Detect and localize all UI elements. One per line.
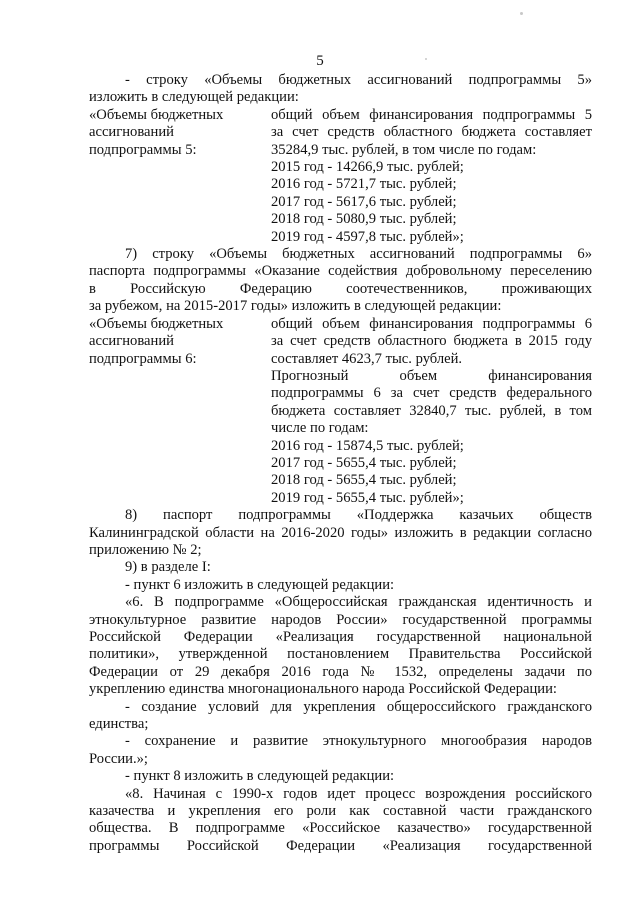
value-line: 35284,9 тыс. рублей, в том числе по годам:	[271, 141, 537, 158]
value-line: подпрограммы 6 за счет средств федерального	[271, 385, 592, 402]
paragraph-line: политики», утвержденной постановлением Правительства Российской	[89, 646, 592, 663]
budget-block-value	[271, 107, 592, 246]
paragraph-line: паспорта подпрограммы «Оказание содействия добровольному переселению	[89, 263, 592, 280]
year-line: 2017 год - 5617,6 тыс. рублей;	[271, 193, 457, 210]
paragraph-line: в Российскую Федерацию соотечественников, проживающих	[89, 280, 592, 297]
year-line: 2019 год - 5655,4 тыс. рублей»;	[271, 489, 464, 506]
label-line: ассигнований	[89, 333, 174, 350]
budget-block-5	[89, 107, 592, 246]
paragraph-line: за рубежом, на 2015-2017 годы» изложить в следующей редакции:	[89, 298, 502, 315]
year-line: 2019 год - 4597,8 тыс. рублей»;	[271, 228, 464, 245]
value-line: бюджета составляет 32840,7 тыс. рублей, в том	[271, 402, 592, 419]
paragraph-line: - создание условий для укрепления общероссийского гражданского	[125, 698, 592, 715]
paragraph-line: России.»;	[89, 750, 148, 767]
paragraph-line: Федерации от 29 декабря 2016 года № 1532, определены задачи по	[89, 663, 592, 680]
paragraph-line: «8. Начиная с 1990-х годов идет процесс возрождения российского	[125, 785, 592, 802]
paragraph-line: казачества и укрепления его роли как составной части гражданского	[89, 803, 592, 820]
label-line: ассигнований	[89, 124, 174, 141]
paragraph-line: программы Российской Федерации «Реализация государственной	[89, 837, 592, 854]
paragraph-line: Российской Федерации «Реализация государственной национальной	[89, 629, 592, 645]
paragraph-line: - сохранение и развитие этнокультурного многообразия народов	[125, 733, 592, 750]
value-line: составляет 4623,7 тыс. рублей.	[271, 350, 463, 367]
year-line: 2017 год - 5655,4 тыс. рублей;	[271, 454, 457, 471]
paragraph-line: - пункт 8 изложить в следующей редакции:	[125, 768, 395, 785]
budget-block-label	[89, 107, 271, 246]
budget-block-label	[89, 316, 271, 507]
budget-block-6	[89, 316, 592, 507]
paragraph-line: приложению № 2;	[89, 541, 202, 558]
budget-block-value	[271, 316, 592, 507]
value-line: Прогнозный объем финансирования	[271, 367, 592, 384]
value-line: общий объем финансирования подпрограммы 5	[271, 106, 592, 123]
paragraph-line: общества. В подпрограмме «Российское казачество» государственной	[89, 820, 592, 837]
year-line: 2018 год - 5655,4 тыс. рублей;	[271, 472, 457, 489]
label-line: подпрограммы 6:	[89, 350, 197, 367]
scan-speck	[520, 12, 523, 15]
value-line: за счет средств областного бюджета составляет	[271, 124, 592, 141]
paragraph-line: - пункт 6 изложить в следующей редакции:	[125, 576, 395, 593]
label-line: «Объемы бюджетных	[89, 106, 224, 123]
paragraph-line: 9) в разделе I:	[125, 559, 211, 576]
paragraph-line: единства;	[89, 716, 149, 733]
value-line: числе по годам:	[271, 420, 369, 437]
year-line: 2016 год - 5721,7 тыс. рублей;	[271, 176, 457, 193]
paragraph-line: этнокультурное развитие народов России» государственной программы	[89, 611, 592, 628]
paragraph-line: - строку «Объемы бюджетных ассигнований подпрограммы 5»	[125, 72, 592, 88]
page-number: 5	[316, 53, 324, 69]
label-line: «Объемы бюджетных	[89, 315, 224, 332]
paragraph-line: 7) строку «Объемы бюджетных ассигнований подпрограммы 6»	[125, 246, 592, 263]
paragraph-line: Калининградской области на 2016-2020 годы» изложить в редакции согласно	[89, 524, 592, 541]
paragraph-line: «6. В подпрограмме «Общероссийская гражданская идентичность и	[125, 594, 592, 611]
paragraph-line: изложить в следующей редакции:	[89, 89, 299, 106]
label-line: подпрограммы 5:	[89, 141, 197, 158]
document-body	[89, 72, 592, 855]
value-line: общий объем финансирования подпрограммы 6	[271, 315, 592, 332]
year-line: 2015 год - 14266,9 тыс. рублей;	[271, 159, 464, 176]
paragraph-line: 8) паспорт подпрограммы «Поддержка казачьих обществ	[125, 507, 592, 524]
paragraph-line: укреплению единства многонационального народа Российской Федерации:	[89, 681, 557, 698]
year-line: 2016 год - 15874,5 тыс. рублей;	[271, 437, 464, 454]
value-line: за счет средств областного бюджета в 2015 году	[271, 333, 592, 350]
year-line: 2018 год - 5080,9 тыс. рублей;	[271, 211, 457, 228]
